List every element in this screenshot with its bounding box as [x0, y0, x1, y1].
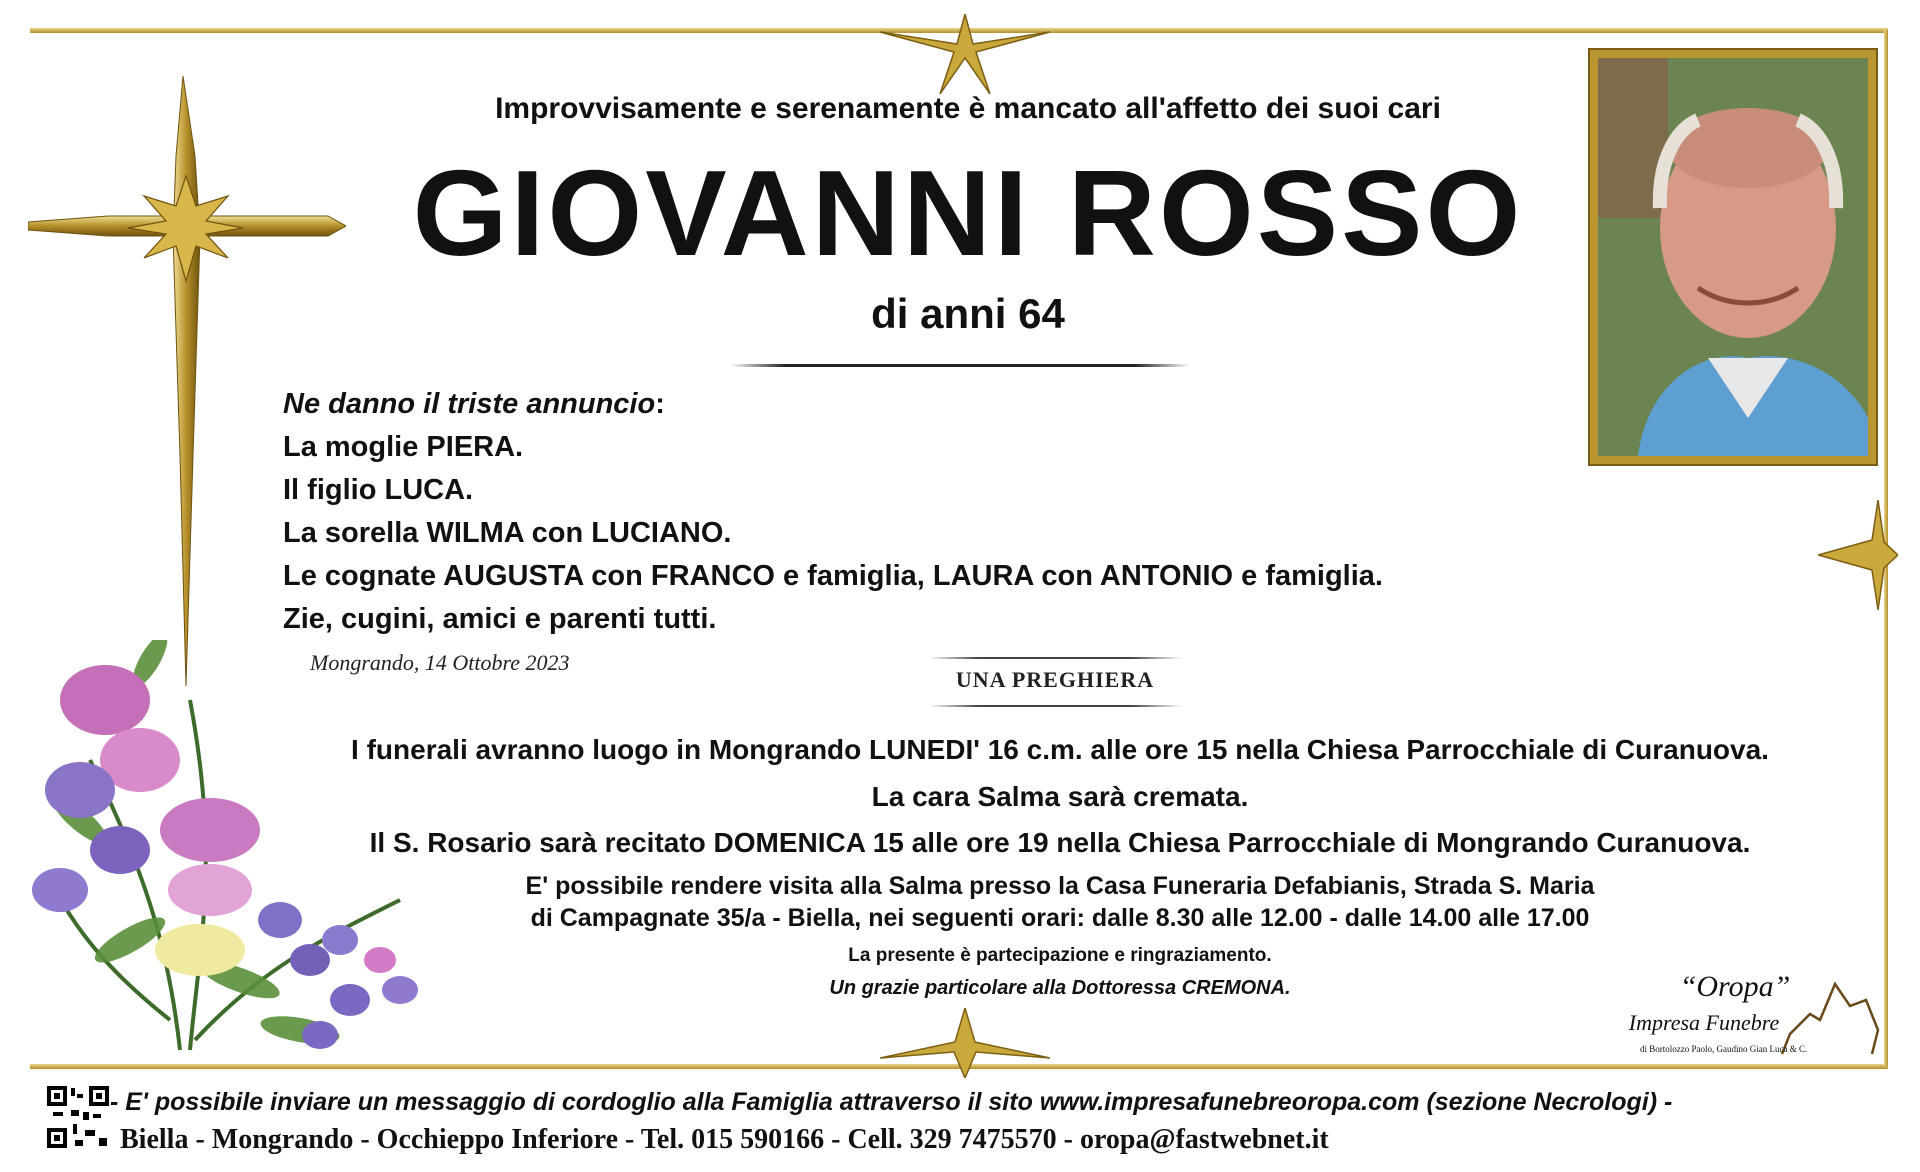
portrait-icon — [1598, 58, 1868, 456]
thanks-text: La presente è partecipazione e ringraziamento. — [848, 945, 1272, 966]
prayer-box[interactable] — [928, 657, 1182, 707]
announcement-line: Il figlio LUCA. — [283, 474, 474, 506]
announcement-line: Zie, cugini, amici e parenti tutti. — [283, 603, 717, 635]
portrait-photo — [1590, 50, 1876, 464]
gold-star-icon — [880, 1008, 1050, 1078]
gold-star-icon — [880, 14, 1050, 94]
prayer-top-line — [928, 657, 1182, 659]
qr-code-icon[interactable] — [45, 1084, 111, 1150]
rosary-info: Il S. Rosario sarà recitato DOMENICA 15 alle ore 19 nella Chiesa Parrocchiale di Mongrando Curanuova. — [369, 827, 1751, 858]
prayer-label: UNA PREGHIERA — [955, 667, 1155, 692]
visit-info-line1: E' possibile rendere visita alla Salma presso la Casa Funeraria Defabianis, Strada S. Maria — [525, 872, 1595, 900]
divider — [730, 364, 1190, 367]
deceased-name: GIOVANNI ROSSO — [412, 145, 1524, 281]
footer-message: - E' possibile inviare un messaggio di cordoglio alla Famiglia attraverso il sito www.impresafunebreoropa.com (sezione Necrologi) - — [110, 1088, 1673, 1116]
announcement-line: Le cognate AUGUSTA con FRANCO e famiglia, LAURA con ANTONIO e famiglia. — [283, 560, 1383, 592]
funeral-home-logo — [1610, 970, 1880, 1062]
logo-subtitle: Impresa Funebre — [1628, 1010, 1780, 1035]
deceased-age: di anni 64 — [871, 290, 1065, 337]
cremation-info: La cara Salma sarà cremata. — [871, 781, 1249, 812]
announcement-line: La sorella WILMA con LUCIANO. — [283, 517, 732, 549]
intro-text: Improvvisamente e serenamente è mancato all'affetto dei suoi cari — [495, 92, 1441, 125]
announcement-lead: Ne danno il triste annuncio: — [283, 388, 665, 420]
logo-owners: di Bortolozzo Paolo, Gaudino Gian Luca & C. — [1640, 1044, 1808, 1054]
announcement-block — [283, 383, 1383, 641]
announcement-line: La moglie PIERA. — [283, 431, 524, 463]
funeral-info: I funerali avranno luogo in Mongrando LUNEDI' 16 c.m. alle ore 15 nella Chiesa Parrocchiale di Curanuova. — [351, 734, 1769, 765]
special-thanks-text: Un grazie particolare alla Dottoressa CREMONA. — [829, 977, 1291, 999]
logo-title: “Oropa” — [1679, 970, 1791, 1003]
visit-info-line2: di Campagnate 35/a - Biella, nei seguenti orari: dalle 8.30 alle 12.00 - dalle 14.00 alle 17.00 — [530, 904, 1590, 932]
gold-star-icon — [1818, 500, 1898, 610]
date-place: Mongrando, 14 Ottobre 2023 — [310, 650, 570, 675]
prayer-bottom-line — [928, 705, 1182, 707]
footer-contacts: Biella - Mongrando - Occhieppo Inferiore - Tel. 015 590166 - Cell. 329 7475570 - oropa@fastwebnet.it — [120, 1124, 1329, 1155]
